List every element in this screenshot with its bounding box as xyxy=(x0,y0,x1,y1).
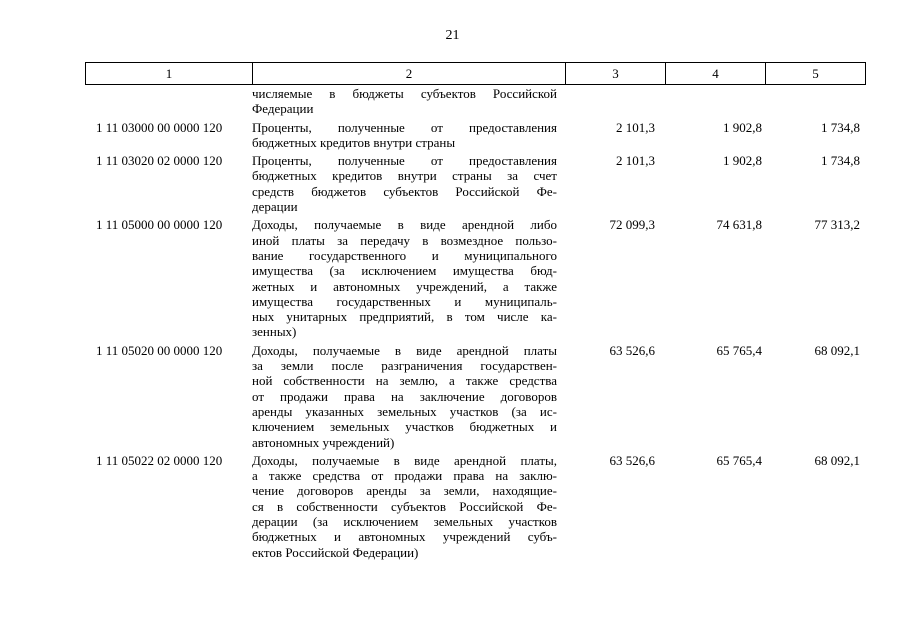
budget-code: 1 11 05000 00 0000 120 xyxy=(96,217,223,233)
description-line: Проценты, полученные от предоставления xyxy=(252,153,557,169)
value-col-4: 74 631,8 xyxy=(716,217,762,233)
table-row xyxy=(85,217,865,339)
table-body xyxy=(85,86,865,563)
value-col-4: 1 902,8 xyxy=(723,119,762,135)
row-description xyxy=(252,153,561,214)
description-line: бюджетных кредитов внутри страны xyxy=(252,134,456,150)
description-line: Федерации xyxy=(252,101,314,117)
description-line: дерации (за исключением земельных участков xyxy=(252,514,557,530)
description-line: ся в собственности субъектов Российской Фе- xyxy=(252,498,557,514)
description-line: иной платы за передачу в возмездное пользо- xyxy=(252,232,557,248)
description-line: дерации xyxy=(252,199,298,215)
description-line: бюджетных и автономных учреждений субъ- xyxy=(252,529,557,545)
description-line: ключением земельных участков бюджетных и xyxy=(252,419,557,435)
description-line: аренды указанных земельных участков (за ис- xyxy=(252,403,557,419)
description-line: от продажи права на заключение договоров xyxy=(252,388,557,404)
description-line: ектов Российской Федерации) xyxy=(252,544,419,560)
value-col-4: 1 902,8 xyxy=(723,153,762,169)
description-line: Доходы, получаемые в виде арендной либо xyxy=(252,217,557,233)
row-description xyxy=(252,217,561,339)
description-line: имущества государственных и муниципаль- xyxy=(252,293,557,309)
column-header-5: 5 xyxy=(766,63,866,85)
value-col-5: 68 092,1 xyxy=(814,452,860,468)
budget-code: 1 11 05020 00 0000 120 xyxy=(96,342,223,358)
description-line: чение договоров аренды за земли, находящие- xyxy=(252,483,557,499)
table-row xyxy=(85,153,865,214)
budget-code: 1 11 03020 02 0000 120 xyxy=(96,153,223,169)
table-row xyxy=(85,120,865,151)
description-line: числяемые в бюджеты субъектов Российской xyxy=(252,86,557,101)
budget-code: 1 11 05022 02 0000 120 xyxy=(96,452,223,468)
table-row xyxy=(85,343,865,450)
column-header-2: 2 xyxy=(253,63,566,85)
description-line: вание государственного и муниципального xyxy=(252,247,557,263)
table-row xyxy=(85,453,865,560)
value-col-5: 77 313,2 xyxy=(814,217,860,233)
description-line: имущества (за исключением имущества бюд- xyxy=(252,263,557,279)
value-col-3: 2 101,3 xyxy=(616,153,655,169)
value-col-3: 72 099,3 xyxy=(609,217,655,233)
table-row xyxy=(85,86,865,117)
column-header-1: 1 xyxy=(86,63,253,85)
description-line: Доходы, получаемые в виде арендной платы xyxy=(252,342,557,358)
column-header-4: 4 xyxy=(666,63,766,85)
row-description xyxy=(252,120,561,151)
value-col-4: 65 765,4 xyxy=(716,452,762,468)
value-col-4 xyxy=(661,86,765,117)
description-line: средств бюджетов субъектов Российской Фе- xyxy=(252,183,557,199)
description-line: зенных) xyxy=(252,324,297,340)
value-col-3: 63 526,6 xyxy=(609,452,655,468)
budget-code xyxy=(85,86,252,117)
value-col-5 xyxy=(765,86,865,117)
description-line: ной собственности на землю, а также средства xyxy=(252,373,557,389)
value-col-3: 2 101,3 xyxy=(616,119,655,135)
description-line: за земли после разграничения государствен- xyxy=(252,358,557,374)
row-description xyxy=(252,86,561,117)
description-line: жетных и автономных учреждений, а также xyxy=(252,278,557,294)
row-description xyxy=(252,453,561,560)
value-col-5: 1 734,8 xyxy=(821,119,860,135)
description-line: Проценты, полученные от предоставления xyxy=(252,119,557,135)
value-col-4: 65 765,4 xyxy=(716,342,762,358)
value-col-5: 68 092,1 xyxy=(814,342,860,358)
description-line: ных унитарных предприятий, в том числе ка- xyxy=(252,309,557,325)
description-line: Доходы, получаемые в виде арендной платы, xyxy=(252,452,557,468)
value-col-3 xyxy=(561,86,661,117)
description-line: автономных учреждений) xyxy=(252,434,395,450)
column-header-3: 3 xyxy=(566,63,666,85)
description-line: бюджетных кредитов внутри страны за счет xyxy=(252,168,557,184)
column-header-table xyxy=(85,62,866,85)
description-line: а также средства от продажи права на заклю- xyxy=(252,468,557,484)
column-header-row xyxy=(86,63,866,85)
budget-code: 1 11 03000 00 0000 120 xyxy=(96,119,223,135)
value-col-5: 1 734,8 xyxy=(821,153,860,169)
value-col-3: 63 526,6 xyxy=(609,342,655,358)
page-number: 21 xyxy=(445,28,460,43)
row-description xyxy=(252,343,561,450)
